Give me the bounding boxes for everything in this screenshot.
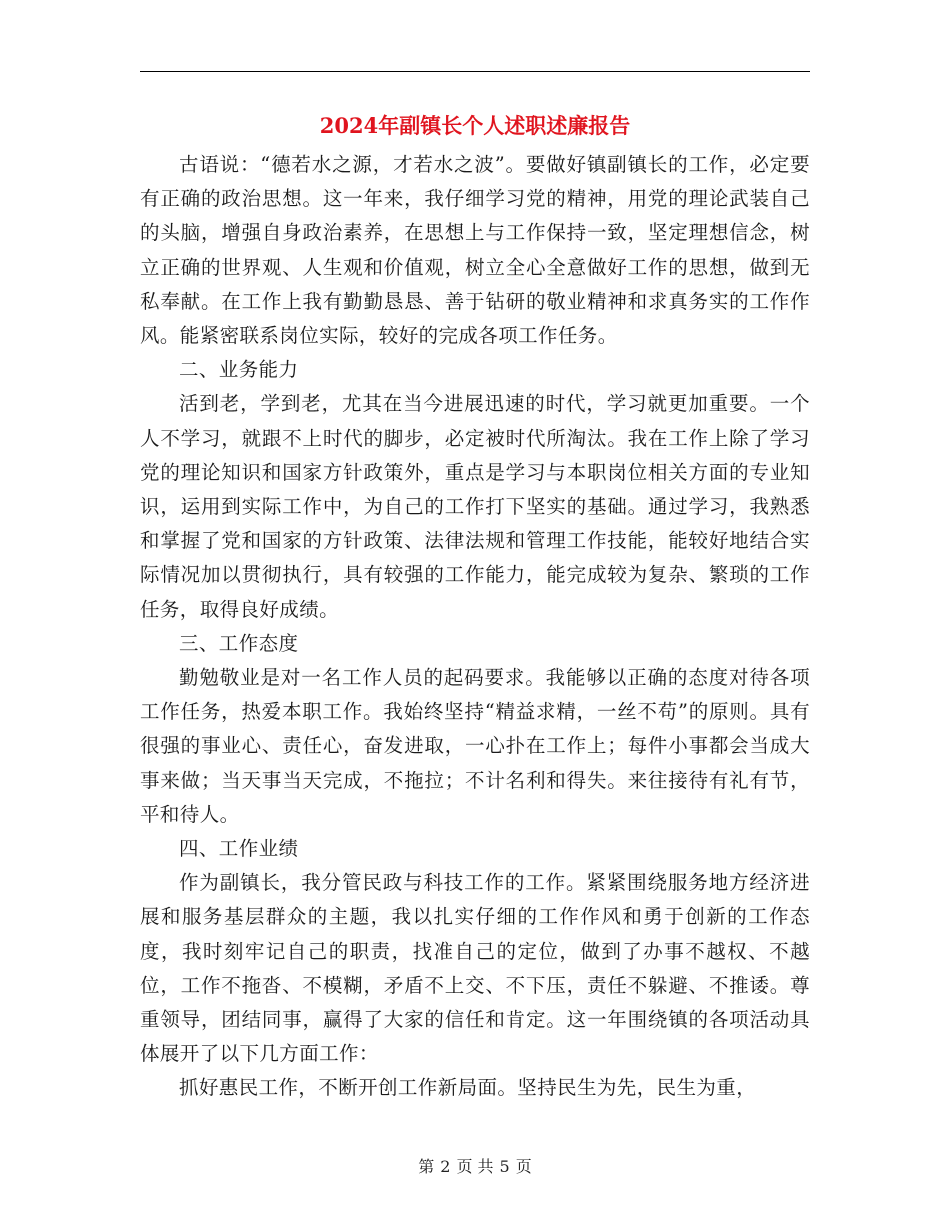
paragraph-intro: 古语说：“德若水之源，才若水之波”。要做好镇副镇长的工作，必定要有正确的政治思想。这一年来，我仔细学习党的精神，用党的理论武装自己的头脑，增强自身政治素养，在思想上与工作保持一致，坚定理想信念，树立正确的世界观、人生观和价值观，树立全心全意做好工作的思想，做到无私奉献。在工作上我有勤勤恳恳、善于钻研的敬业精神和求真务实的工作作风。能紧密联系岗位实际，较好的完成各项工作任务。 [140,153,810,348]
document-title: 2024年副镇长个人述职述廉报告 [319,113,631,138]
paragraph-business: 活到老，学到老，尤其在当今进展迅速的时代，学习就更加重要。一个人不学习，就跟不上时代的脚步，必定被时代所淘汰。我在工作上除了学习党的理论知识和国家方针政策外，重点是学习与本职岗位相关方面的专业知识，运用到实际工作中，为自己的工作打下坚实的基础。通过学习，我熟悉和掌握了党和国家的方针政策、法律法规和管理工作技能，能较好地结合实际情况加以贯彻执行，具有较强的工作能力，能完成较为复杂、繁琐的工作任务，取得良好成绩。 [140,392,810,621]
page-footer [0,1154,950,1177]
footer-suffix: 页 [515,1157,532,1176]
paragraph-attitude: 勤勉敬业是对一名工作人员的起码要求。我能够以正确的态度对待各项工作任务，热爱本职工作。我始终坚持“精益求精，一丝不苟”的原则。具有很强的事业心、责任心，奋发进取，一心扑在工作上；每件小事都会当成大事来做；当天事当天完成，不拖拉；不计名利和得失。来往接待有礼有节，平和待人。 [140,666,810,826]
section-heading-achievements: 四、工作业绩 [179,837,299,861]
paragraph-livelihood: 抓好惠民工作，不断开创工作新局面。坚持民生为先，民生为重， [179,1076,757,1100]
document-body [140,148,810,1106]
section-heading-business: 二、业务能力 [179,358,299,382]
section-heading-attitude: 三、工作态度 [179,631,299,655]
paragraph-achievements: 作为副镇长，我分管民政与科技工作的工作。紧紧围绕服务地方经济进展和服务基层群众的主题，我以扎实仔细的工作作风和勇于创新的工作态度，我时刻牢记自己的职责，找准自己的定位，做到了办事不越权、不越位，工作不拖沓、不模糊，矛盾不上交、不下压，责任不躲避、不推诿。尊重领导，团结同事，赢得了大家的信任和肯定。这一年围绕镇的各项活动具体展开了以下几方面工作： [140,871,810,1066]
total-pages-number: 5 [499,1157,510,1176]
header-rule [140,71,810,72]
footer-mid: 页 共 [456,1157,494,1176]
current-page-number: 2 [440,1157,451,1176]
footer-prefix: 第 [418,1157,435,1176]
